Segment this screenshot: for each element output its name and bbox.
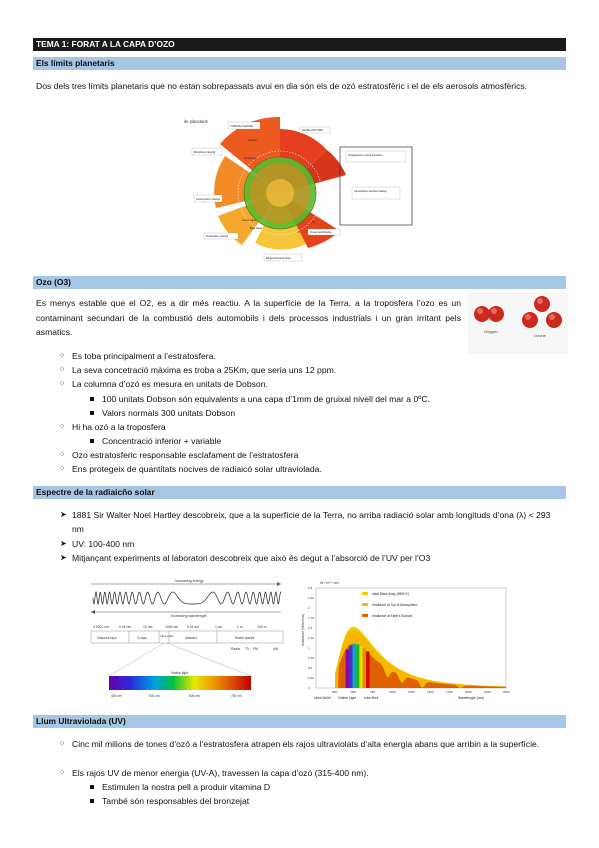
increasing-energy-label: Increasing energy xyxy=(175,579,204,583)
electromagnetic-spectrum-figure xyxy=(85,576,295,702)
section-heading-solar-spectrum: Espectre de la radiaicño solar xyxy=(33,486,566,499)
x-tick-label: 1000 xyxy=(389,690,396,694)
label-freshwater: Freshwater change xyxy=(206,235,229,238)
scale-tick: 100 m xyxy=(257,625,267,629)
x-tick-label: 1750 xyxy=(446,690,453,694)
visible-band-segment xyxy=(346,650,349,688)
oxygen-ozone-molecules-figure xyxy=(468,292,568,354)
radio-sub-label: Radar xyxy=(231,647,241,651)
circle-bullet-icon: ○ xyxy=(60,380,65,387)
square-bullet-icon xyxy=(90,411,94,415)
legend-label: Irradiance at Earth's Surface xyxy=(372,614,413,618)
scale-tick: 1 m xyxy=(237,625,243,629)
label-functional: Functional xyxy=(244,157,256,160)
section-heading-planetary-limits: Els límits planetaris xyxy=(33,57,566,70)
oxygen-label: Oxygen xyxy=(484,329,498,334)
y-tick-label: 2.5 xyxy=(308,586,313,590)
square-bullet-icon xyxy=(90,397,94,401)
circle-bullet-icon: ○ xyxy=(60,740,65,747)
visible-band-segment xyxy=(359,646,362,688)
increasing-wavelength-label: Increasing wavelength xyxy=(171,614,207,618)
band-label: Ultra-violet xyxy=(160,634,174,638)
band-label: X-rays xyxy=(137,636,147,640)
ozone-label: Ozone xyxy=(534,333,546,338)
visible-scale-tick: 600 nm xyxy=(189,694,200,698)
square-bullet-icon xyxy=(90,799,94,803)
label-blue-water: Blue water xyxy=(250,227,263,230)
x-axis-title: Wavelength (nm) xyxy=(458,696,484,700)
region-label: Infra-Red xyxy=(364,696,379,700)
label-n: N xyxy=(312,221,314,224)
planetary-boundaries-figure xyxy=(180,113,420,266)
visible-band-segment xyxy=(366,651,369,688)
scale-tick: 0.01 cm xyxy=(187,625,200,629)
arrow-bullet-icon: ➤ xyxy=(60,553,67,562)
list-item: ○ Cinc mil milions de tones d’ozó a l’estratosfera atrapen els rajos ultraviolats d’alta energia abans que arribin a la superfície. xyxy=(60,739,540,749)
x-tick-label: 1500 xyxy=(427,690,434,694)
y-tick-label: 0.5 xyxy=(308,666,313,670)
band-label: Radio waves xyxy=(235,636,255,640)
arrow-bullet-icon: ➤ xyxy=(60,510,67,519)
band-label: Infrared xyxy=(185,636,197,640)
legend-label: Irradiance at Top of Atmosphere xyxy=(372,603,418,607)
x-tick-label: 750 xyxy=(370,690,376,694)
y-tick-label: 2 xyxy=(308,606,310,610)
x-tick-label: 500 xyxy=(351,690,357,694)
x-tick-label: 2250 xyxy=(484,690,491,694)
y-tick-label: 1 xyxy=(308,646,310,650)
visible-scale-tick: 700 nm xyxy=(231,694,242,698)
visible-light-label: Visible light xyxy=(171,671,189,675)
y-tick-label: 0.75 xyxy=(308,656,314,660)
section-heading-uv-light: Llum Ultraviolada (UV) xyxy=(33,715,566,728)
solar-irradiance-chart xyxy=(298,576,510,704)
scale-tick: 0.01 nm xyxy=(119,625,132,629)
radio-sub-label: TV xyxy=(245,647,250,651)
circle-bullet-icon: ○ xyxy=(60,366,65,373)
radio-sub-label: FM xyxy=(253,647,258,651)
visible-band-segment xyxy=(349,645,352,688)
y-tick-label: 0 xyxy=(308,686,310,690)
visible-band-segment xyxy=(356,644,359,688)
circle-bullet-icon: ○ xyxy=(60,352,65,359)
y-tick-label: 1.75 xyxy=(308,616,314,620)
scale-tick: 10 nm xyxy=(143,625,153,629)
visible-band-segment xyxy=(363,649,366,688)
y-tick-label: 1.5 xyxy=(308,626,313,630)
section-heading-ozone: Ozo (O3) xyxy=(33,276,566,289)
x-tick-label: 1250 xyxy=(408,690,415,694)
y-tick-label: 1.25 xyxy=(308,636,314,640)
visible-scale-tick: 400 nm xyxy=(111,694,122,698)
y-tick-label: 2.25 xyxy=(308,596,314,600)
visible-scale-tick: 500 nm xyxy=(149,694,160,698)
document-title: TEMA 1: FORAT A LA CAPA D’OZO xyxy=(33,38,566,51)
square-bullet-icon xyxy=(90,785,94,789)
label-biosphere: Biosphere integrity xyxy=(194,151,216,154)
circle-bullet-icon: ○ xyxy=(60,769,65,776)
planetary-limits-paragraph: Dos dels tres límits planetaris que no estan sobrepassats avui en dia són els de ozó estratosfèric i el de els aerosols atmosfèrics. xyxy=(36,81,528,91)
x-tick-label: 2000 xyxy=(465,690,472,694)
label-biogeochemical: Biogeochemical flows xyxy=(266,257,291,260)
y-unit-label: W / m² / nm xyxy=(320,581,339,585)
label-green-water: Green water xyxy=(242,219,257,222)
y-tick-label: 0.25 xyxy=(308,676,314,680)
label-ocean: Ocean acidification xyxy=(310,231,332,234)
arrow-bullet-icon: ➤ xyxy=(60,539,67,548)
label-p: P xyxy=(298,231,300,234)
scale-tick: 1000 nm xyxy=(165,625,179,629)
region-label: Ultra-Violet xyxy=(314,696,331,700)
label-climate: CLIMATE CHANGE xyxy=(230,125,253,128)
circle-bullet-icon: ○ xyxy=(60,465,65,472)
band-label: Gamma rays xyxy=(97,636,117,640)
x-tick-label: 2500 xyxy=(503,690,510,694)
label-novel: NOVEL ENTITIES xyxy=(302,129,324,132)
x-tick-label: 250 xyxy=(332,690,338,694)
legend-label: Ideal Black Body (5900 K) xyxy=(372,592,409,596)
radio-sub-label: AM xyxy=(273,647,279,651)
scale-tick: 1 cm xyxy=(215,625,223,629)
circle-bullet-icon: ○ xyxy=(60,451,65,458)
label-aerosol: Atmospheric aerosol loading xyxy=(354,190,387,193)
square-bullet-icon xyxy=(90,439,94,443)
label-ozone: Stratospheric ozone depletion xyxy=(348,154,383,157)
figure-title: ite planetaris xyxy=(184,119,208,124)
visible-spectrum-bar xyxy=(109,676,251,690)
label-land: Land-system change xyxy=(196,198,221,201)
visible-band-segment xyxy=(352,644,355,688)
circle-bullet-icon: ○ xyxy=(60,423,65,430)
y-axis-title: Irradiance (W/m²/nm) xyxy=(301,613,305,646)
ozone-paragraph: Es menys estable que el O2, es a dir més reactiu. A la superfície de la Terra, a la troposfera l’ozo es un contaminant secundari de la combustió dels automobils i dels processos industrials i un gran irritant pels asmatics. xyxy=(36,298,461,337)
region-label: Visible Light xyxy=(338,696,357,700)
label-genetic: Genetic xyxy=(248,139,257,142)
scale-tick: 0.0001 nm xyxy=(93,625,110,629)
